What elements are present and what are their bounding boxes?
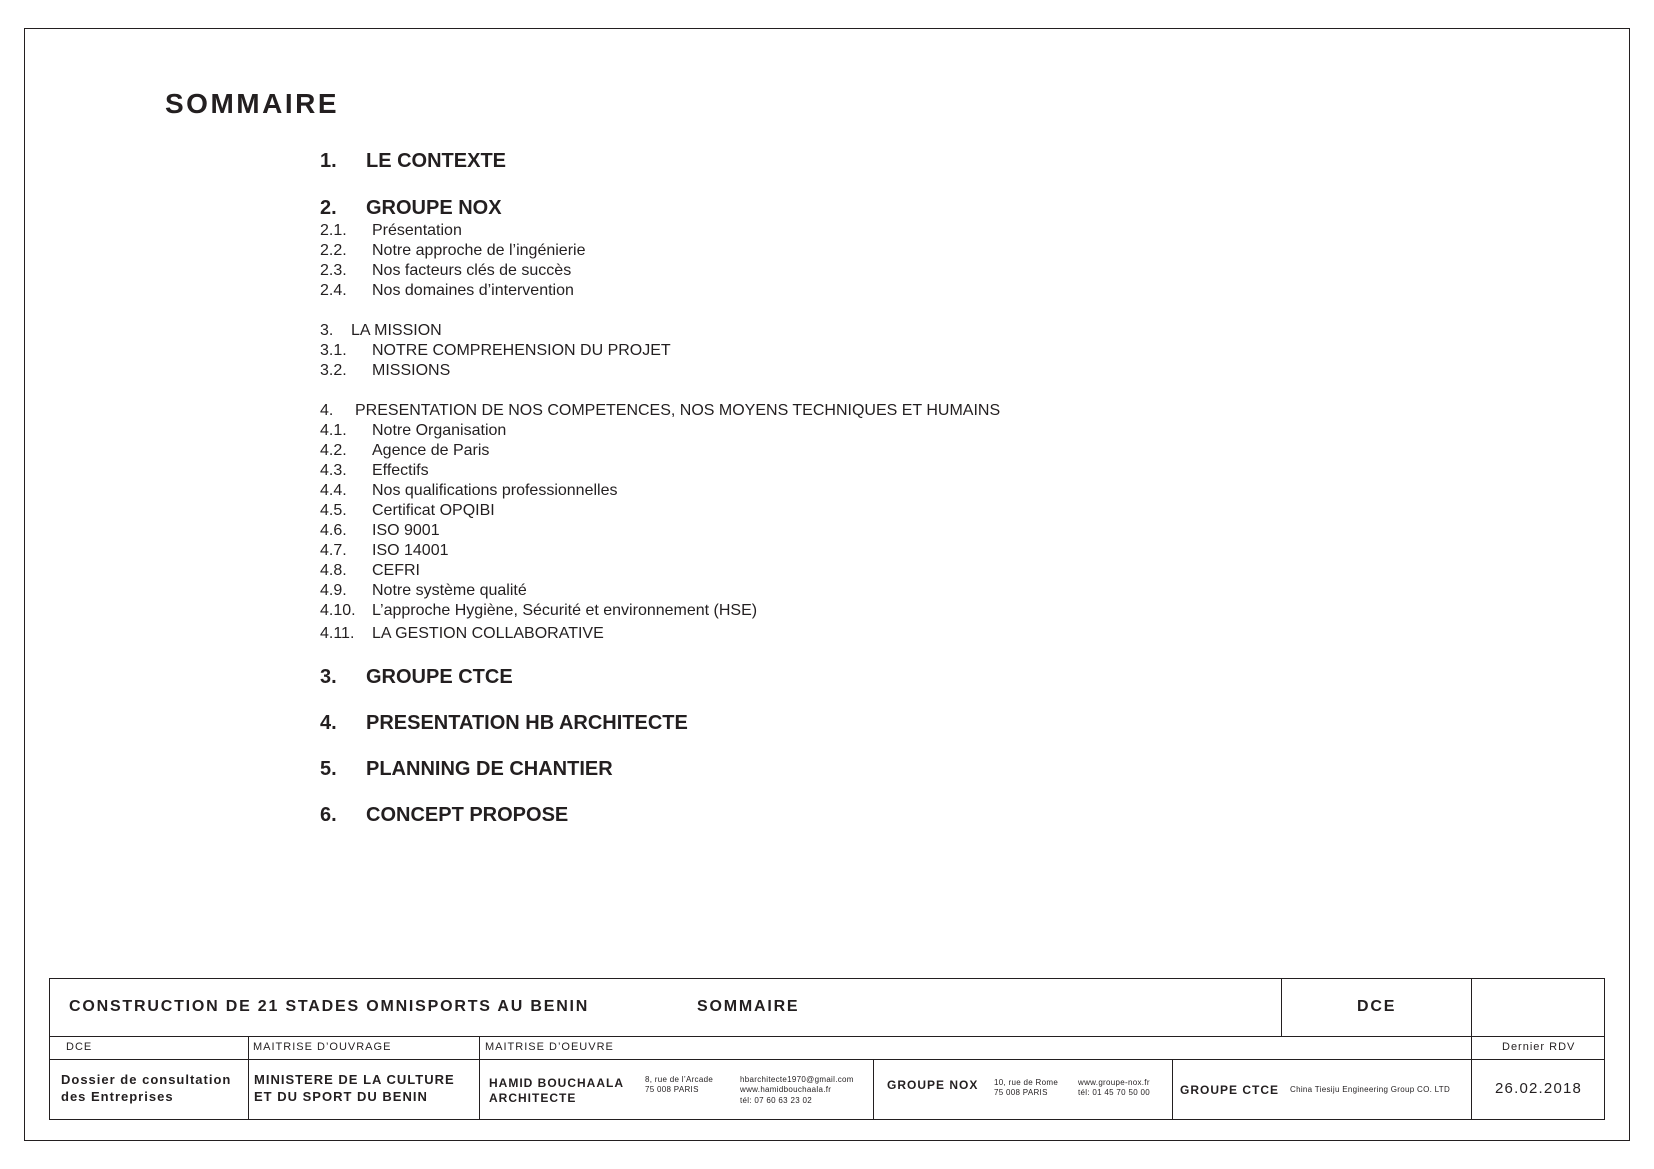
toc-section-ctce [320,664,1320,690]
toc-item [320,461,1320,481]
architect-website: www.hamidbouchaala.fr [740,1085,832,1094]
toc-item [320,561,1320,581]
toc-label: GROUPE NOX [366,197,502,219]
toc-label: Notre système qualité [372,582,527,599]
toc-label: Nos qualifications professionnelles [372,482,618,499]
toc-label: Nos domaines d’intervention [372,282,574,299]
toc-item [320,481,1320,501]
toc-label: MISSIONS [372,362,451,379]
toc-section-concept [320,802,1320,828]
toc-section-4 [320,401,1320,421]
toc-label: NOTRE COMPREHENSION DU PROJET [372,342,671,359]
toc-number: 6. [320,804,337,826]
toc-number: 4.8. [320,562,347,579]
toc-number: 2.3. [320,262,347,279]
ctce-full-name: China Tiesiju Engineering Group CO. LTD [1290,1085,1451,1094]
toc-item [320,221,1320,241]
architect-phone: tél: 07 60 63 23 02 [740,1096,812,1105]
toc-item [320,441,1320,461]
architect-address: 75 008 PARIS [645,1085,699,1094]
toc-label: L’approche Hygiène, Sécurité et environnement (HSE) [372,602,758,619]
toc-section-hb-architecte [320,710,1320,736]
toc-label: LA MISSION [351,322,442,339]
toc-number: 3.1. [320,342,347,359]
document-type: des Entreprises [61,1089,174,1104]
toc-label: GROUPE CTCE [366,666,513,688]
toc-label: LA GESTION COLLABORATIVE [372,625,604,642]
toc-section-2 [320,195,1320,221]
toc-number: 4.7. [320,542,347,559]
toc-item [320,241,1320,261]
toc-item [320,361,1320,381]
toc-label: Effectifs [372,462,429,479]
toc-number: 4.3. [320,462,347,479]
client-name: MINISTERE DE LA CULTURE [254,1072,455,1087]
toc-number: 4. [320,402,334,419]
toc-item [320,501,1320,521]
toc-number: 2.1. [320,222,347,239]
toc-label: PRESENTATION HB ARCHITECTE [366,712,688,734]
toc-number: 1. [320,150,337,172]
toc-label: Nos facteurs clés de succès [372,262,572,279]
toc-label: ISO 9001 [372,522,440,539]
moa-header: MAITRISE D’OUVRAGE [253,1041,392,1053]
dce-header: DCE [66,1041,93,1053]
project-title: CONSTRUCTION DE 21 STADES OMNISPORTS AU BENIN [69,998,590,1015]
toc-label: Notre Organisation [372,422,507,439]
toc-item [320,341,1320,361]
toc-number: 3. [320,666,337,688]
toc-number: 4.10. [320,602,356,619]
toc-number: 2.4. [320,282,347,299]
toc-label: LE CONTEXTE [366,150,507,172]
rdv-header: Dernier RDV [1502,1041,1576,1053]
toc-label: PRESENTATION DE NOS COMPETENCES, NOS MOYENS TECHNIQUES ET HUMAINS [355,402,1001,419]
toc-label: Notre approche de l’ingénierie [372,242,586,259]
toc-label: ISO 14001 [372,542,449,559]
toc-number: 4.6. [320,522,347,539]
toc-section-1 [320,148,1320,174]
toc-number: 4. [320,712,337,734]
architect-name: ARCHITECTE [489,1091,577,1105]
client-name: ET DU SPORT DU BENIN [254,1089,428,1104]
toc-number: 4.9. [320,582,347,599]
architect-email: hbarchitecte1970@gmail.com [740,1075,854,1084]
toc-number: 4.2. [320,442,347,459]
document-type: Dossier de consultation [61,1072,232,1087]
toc-item [320,581,1320,601]
nox-name: GROUPE NOX [887,1078,979,1092]
nox-address: 75 008 PARIS [994,1088,1048,1097]
toc-number: 3.2. [320,362,347,379]
nox-address: 10, rue de Rome [994,1078,1059,1087]
toc-item [320,624,1320,644]
table-of-contents [320,148,1320,828]
toc-item [320,421,1320,441]
ctce-name: GROUPE CTCE [1180,1083,1280,1097]
last-meeting-date: 26.02.2018 [1495,1080,1583,1097]
toc-number: 4.5. [320,502,347,519]
toc-number: 2.2. [320,242,347,259]
toc-label: CONCEPT PROPOSE [366,804,569,826]
toc-label: CEFRI [372,562,420,579]
toc-item [320,261,1320,281]
title-block [49,978,1605,1120]
toc-item [320,601,1320,621]
nox-phone: tél: 01 45 70 50 00 [1078,1088,1150,1097]
toc-number: 3. [320,322,334,339]
architect-name: HAMID BOUCHAALA [489,1076,624,1090]
toc-item [320,541,1320,561]
toc-number: 4.11. [320,625,355,642]
page-title: SOMMAIRE [165,88,339,119]
toc-label: PLANNING DE CHANTIER [366,758,613,780]
toc-item [320,281,1320,301]
phase-label: DCE [1357,998,1397,1015]
toc-label: Agence de Paris [372,442,490,459]
nox-website: www.groupe-nox.fr [1078,1078,1150,1087]
toc-number: 4.1. [320,422,347,439]
toc-label: Certificat OPQIBI [372,502,495,519]
sheet-title: SOMMAIRE [697,998,800,1015]
toc-number: 4.4. [320,482,347,499]
toc-section-planning [320,756,1320,782]
toc-number: 5. [320,758,337,780]
architect-address: 8, rue de l’Arcade [645,1075,714,1084]
toc-section-3 [320,321,1320,341]
toc-label: Présentation [372,222,462,239]
toc-number: 2. [320,197,337,219]
toc-item [320,521,1320,541]
moe-header: MAITRISE D’OEUVRE [485,1041,614,1053]
